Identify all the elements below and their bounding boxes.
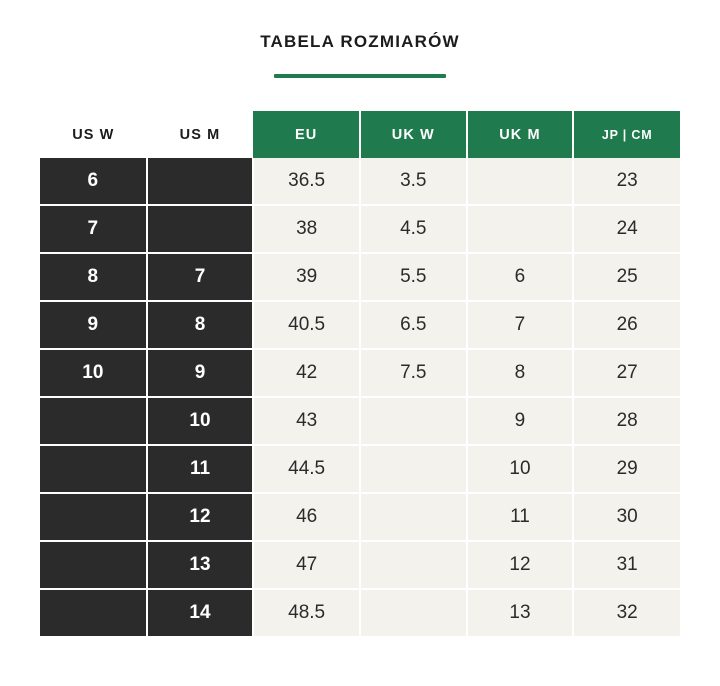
title-underline (274, 74, 446, 78)
cell-us-m: 14 (147, 589, 254, 636)
table-body (40, 158, 680, 636)
cell-us-w (40, 397, 147, 445)
size-table-wrap (40, 111, 680, 636)
cell-uk-w (360, 541, 467, 589)
cell-us-w: 9 (40, 301, 147, 349)
title-underline-wrap (0, 74, 720, 78)
cell-eu: 48.5 (253, 589, 360, 636)
cell-us-m: 8 (147, 301, 254, 349)
cell-uk-w: 4.5 (360, 205, 467, 253)
cell-jp-cm: 23 (573, 158, 680, 205)
cell-uk-w: 6.5 (360, 301, 467, 349)
cell-us-m (147, 205, 254, 253)
table-row (40, 205, 680, 253)
cell-jp-cm: 32 (573, 589, 680, 636)
cell-eu: 36.5 (253, 158, 360, 205)
cell-us-w (40, 541, 147, 589)
column-header-eu: EU (253, 111, 360, 158)
cell-uk-m: 6 (467, 253, 574, 301)
cell-uk-m: 12 (467, 541, 574, 589)
cell-eu: 47 (253, 541, 360, 589)
cell-uk-w: 3.5 (360, 158, 467, 205)
table-head (40, 111, 680, 158)
cell-us-w: 10 (40, 349, 147, 397)
cell-uk-m: 9 (467, 397, 574, 445)
cell-eu: 43 (253, 397, 360, 445)
column-header-us-w: US W (40, 111, 147, 158)
cell-eu: 44.5 (253, 445, 360, 493)
cell-us-w (40, 445, 147, 493)
table-row (40, 445, 680, 493)
column-header-us-m: US M (147, 111, 254, 158)
cell-uk-w (360, 493, 467, 541)
cell-us-w: 8 (40, 253, 147, 301)
cell-uk-w (360, 589, 467, 636)
table-row (40, 301, 680, 349)
cell-jp-cm: 26 (573, 301, 680, 349)
cell-eu: 46 (253, 493, 360, 541)
size-table (40, 111, 680, 636)
table-row (40, 541, 680, 589)
cell-us-m (147, 158, 254, 205)
column-header-jp-cm: JP | CM (573, 111, 680, 158)
cell-us-w (40, 589, 147, 636)
table-row (40, 253, 680, 301)
cell-jp-cm: 24 (573, 205, 680, 253)
cell-jp-cm: 28 (573, 397, 680, 445)
column-header-uk-m: UK M (467, 111, 574, 158)
cell-us-w (40, 493, 147, 541)
cell-uk-m: 7 (467, 301, 574, 349)
cell-uk-m: 11 (467, 493, 574, 541)
cell-jp-cm: 27 (573, 349, 680, 397)
cell-uk-m: 10 (467, 445, 574, 493)
cell-us-m: 13 (147, 541, 254, 589)
table-row (40, 493, 680, 541)
cell-jp-cm: 25 (573, 253, 680, 301)
cell-uk-m (467, 205, 574, 253)
cell-us-w: 6 (40, 158, 147, 205)
table-row (40, 397, 680, 445)
column-header-uk-w: UK W (360, 111, 467, 158)
cell-uk-w (360, 445, 467, 493)
cell-jp-cm: 29 (573, 445, 680, 493)
cell-uk-m: 13 (467, 589, 574, 636)
cell-uk-w: 7.5 (360, 349, 467, 397)
page-title: TABELA ROZMIARÓW (260, 32, 460, 51)
cell-eu: 40.5 (253, 301, 360, 349)
cell-eu: 38 (253, 205, 360, 253)
cell-eu: 42 (253, 349, 360, 397)
cell-eu: 39 (253, 253, 360, 301)
cell-us-m: 7 (147, 253, 254, 301)
cell-us-m: 10 (147, 397, 254, 445)
cell-jp-cm: 31 (573, 541, 680, 589)
header-row (40, 111, 680, 158)
cell-uk-w (360, 397, 467, 445)
cell-us-w: 7 (40, 205, 147, 253)
cell-us-m: 12 (147, 493, 254, 541)
cell-uk-m: 8 (467, 349, 574, 397)
cell-jp-cm: 30 (573, 493, 680, 541)
cell-uk-m (467, 158, 574, 205)
cell-us-m: 11 (147, 445, 254, 493)
table-row (40, 349, 680, 397)
cell-us-m: 9 (147, 349, 254, 397)
table-row (40, 589, 680, 636)
table-row (40, 158, 680, 205)
cell-uk-w: 5.5 (360, 253, 467, 301)
